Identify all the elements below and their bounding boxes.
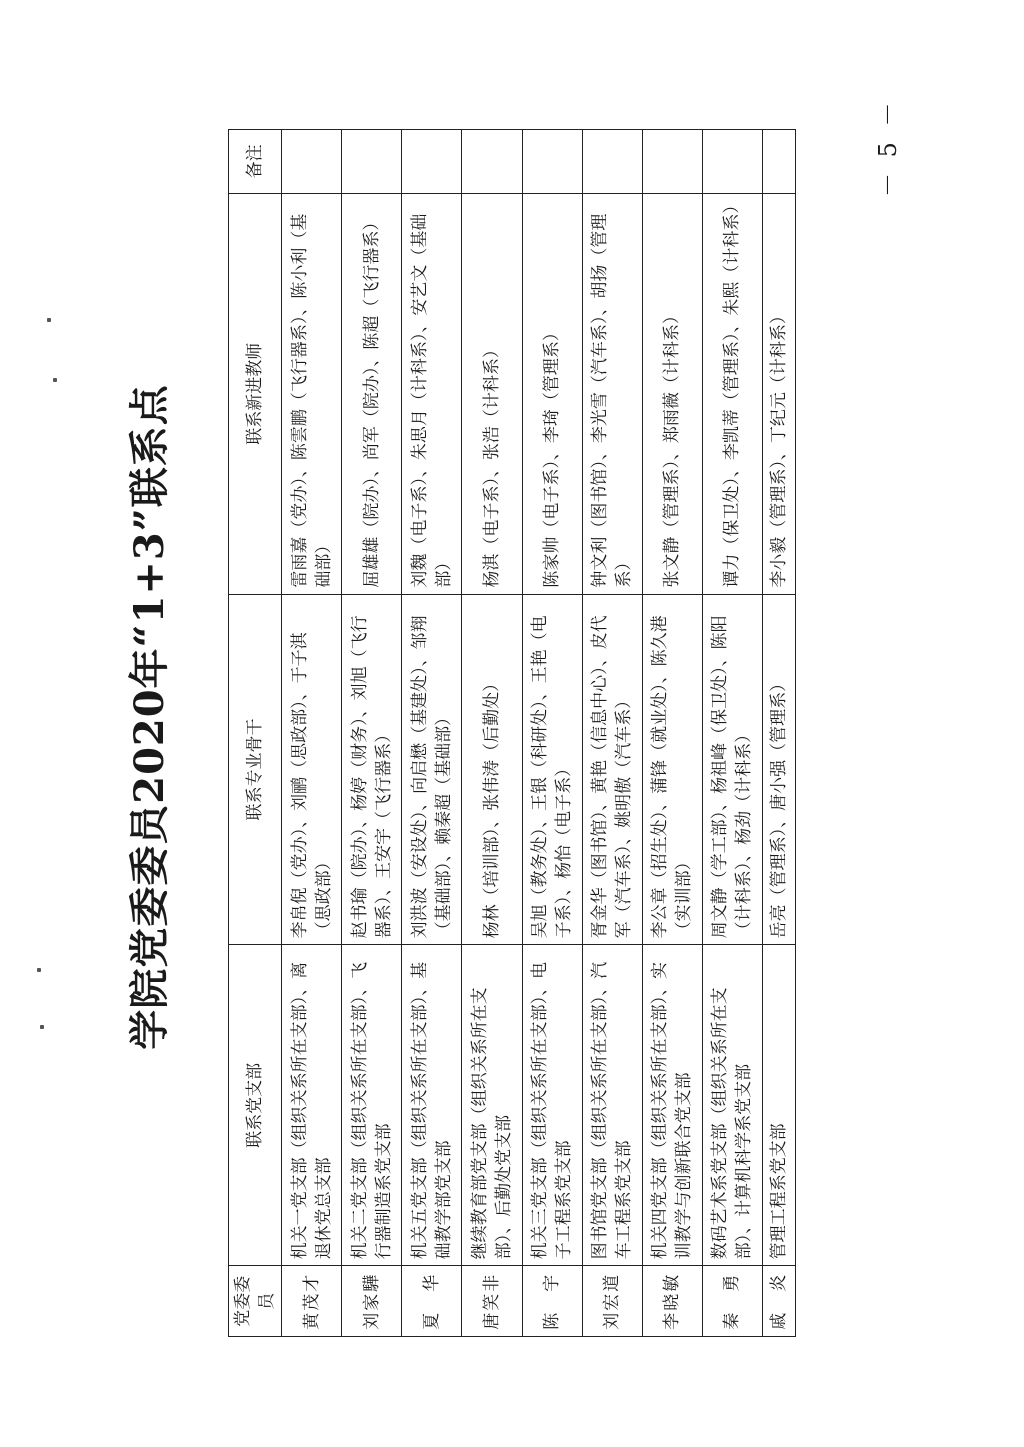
branch-cell: 机关四党支部（组织关系所在支部）、实训教学与创新联合党支部 <box>642 945 702 1266</box>
scan-speck <box>37 968 41 972</box>
branch-cell: 机关一党支部（组织关系所在支部）、离退休党总支部 <box>282 945 342 1266</box>
note-cell <box>402 130 462 194</box>
table-row <box>462 130 522 1337</box>
table-row <box>702 130 762 1337</box>
scan-speck <box>53 378 57 382</box>
teachers-cell: 屈雄雄（院办）、尚军（院办）、陈超（飞行器系） <box>342 193 402 594</box>
member-cell: 秦 勇 <box>702 1266 762 1337</box>
note-cell <box>282 130 342 194</box>
member-cell: 刘宏道 <box>582 1266 642 1337</box>
table-row <box>582 130 642 1337</box>
header-teachers: 联系新进教师 <box>229 193 282 594</box>
member-cell: 陈 宇 <box>522 1266 582 1337</box>
cadres-cell: 李公章（招生处）、蒲锋（就业处）、陈久港（实训部） <box>642 594 702 945</box>
cadres-cell: 吴旭（教务处）、王银（科研处）、王艳（电子系）、杨怡（电子系） <box>522 594 582 945</box>
member-cell: 夏 华 <box>402 1266 462 1337</box>
header-cadres: 联系专业骨干 <box>229 594 282 945</box>
teachers-cell: 杨淇（电子系）、张浩（计科系） <box>462 193 522 594</box>
teachers-cell: 陈家帅（电子系）、李琦（管理系） <box>522 193 582 594</box>
teachers-cell: 钟文利（图书馆）、李光雪（汽车系）、胡扬（管理系） <box>582 193 642 594</box>
branch-cell: 机关三党支部（组织关系所在支部）、电子工程系党支部 <box>522 945 582 1266</box>
table-row <box>522 130 582 1337</box>
branch-cell: 继续教育部党支部（组织关系所在支部）、后勤处党支部 <box>462 945 522 1266</box>
teachers-cell: 雷雨嘉（党办）、陈雲鹏（飞行器系）、陈小利（基础部） <box>282 193 342 594</box>
note-cell <box>342 130 402 194</box>
branch-cell: 机关二党支部（组织关系所在支部）、飞行器制造系党支部 <box>342 945 402 1266</box>
teachers-cell: 刘魏（电子系）、朱思月（计科系）、安艺文（基础部） <box>402 193 462 594</box>
scan-speck <box>47 318 51 322</box>
teachers-cell: 李小毅（管理系）、丁纪元（计科系） <box>763 193 796 594</box>
scan-speck <box>40 1025 44 1029</box>
contact-points-table <box>228 129 796 1337</box>
header-note: 备注 <box>229 130 282 194</box>
table-row <box>642 130 702 1337</box>
cadres-cell: 刘洪波（安设处）、向启懋（基建处）、邹翔（基础部）、赖秦超（基础部） <box>402 594 462 945</box>
table-row <box>282 130 342 1337</box>
member-cell: 李晓敏 <box>642 1266 702 1337</box>
branch-cell: 图书馆党支部（组织关系所在支部）、汽车工程系党支部 <box>582 945 642 1266</box>
note-cell <box>702 130 762 194</box>
member-cell: 戚 炎 <box>763 1266 796 1337</box>
note-cell <box>522 130 582 194</box>
teachers-cell: 张文静（管理系）、郑雨薇（计科系） <box>642 193 702 594</box>
cadres-cell: 李帛倪（党办）、刘鹂（思政部）、于子淇（思政部） <box>282 594 342 945</box>
note-cell <box>582 130 642 194</box>
member-cell: 唐笑非 <box>462 1266 522 1337</box>
header-member: 党委委员 <box>229 1266 282 1337</box>
note-cell <box>763 130 796 194</box>
document-title: 学院党委委员2020年“1+3”联系点 <box>126 384 173 1050</box>
note-cell <box>642 130 702 194</box>
branch-cell: 数码艺术系党支部（组织关系所在支部）、计算机科学系党支部 <box>702 945 762 1266</box>
header-branch: 联系党支部 <box>229 945 282 1266</box>
member-cell: 刘家驊 <box>342 1266 402 1337</box>
table-row <box>763 130 796 1337</box>
cadres-cell: 周文静（学工部）、杨祖峰（保卫处）、陈阳（计科系）、杨劲（计科系） <box>702 594 762 945</box>
member-cell: 黄茂才 <box>282 1266 342 1337</box>
table-row <box>402 130 462 1337</box>
table-row <box>342 130 402 1337</box>
cadres-cell: 胥金华（图书馆）、黄艳（信息中心）、皮代军（汽车系）、姚明傲（汽车系） <box>582 594 642 945</box>
cadres-cell: 赵书瑜（院办）、杨婷（财务）、刘旭（飞行器系）、王安宇（飞行器系） <box>342 594 402 945</box>
page-number: － 5 － <box>874 98 902 197</box>
table-header-row <box>229 130 282 1337</box>
cadres-cell: 岳亮（管理系）、唐小强（管理系） <box>763 594 796 945</box>
note-cell <box>462 130 522 194</box>
branch-cell: 机关五党支部（组织关系所在支部）、基础教学部党支部 <box>402 945 462 1266</box>
teachers-cell: 谭力（保卫处）、李凯蒂（管理系）、朱熙（计科系） <box>702 193 762 594</box>
cadres-cell: 杨林（培训部）、张伟涛（后勤处） <box>462 594 522 945</box>
branch-cell: 管理工程系党支部 <box>763 945 796 1266</box>
